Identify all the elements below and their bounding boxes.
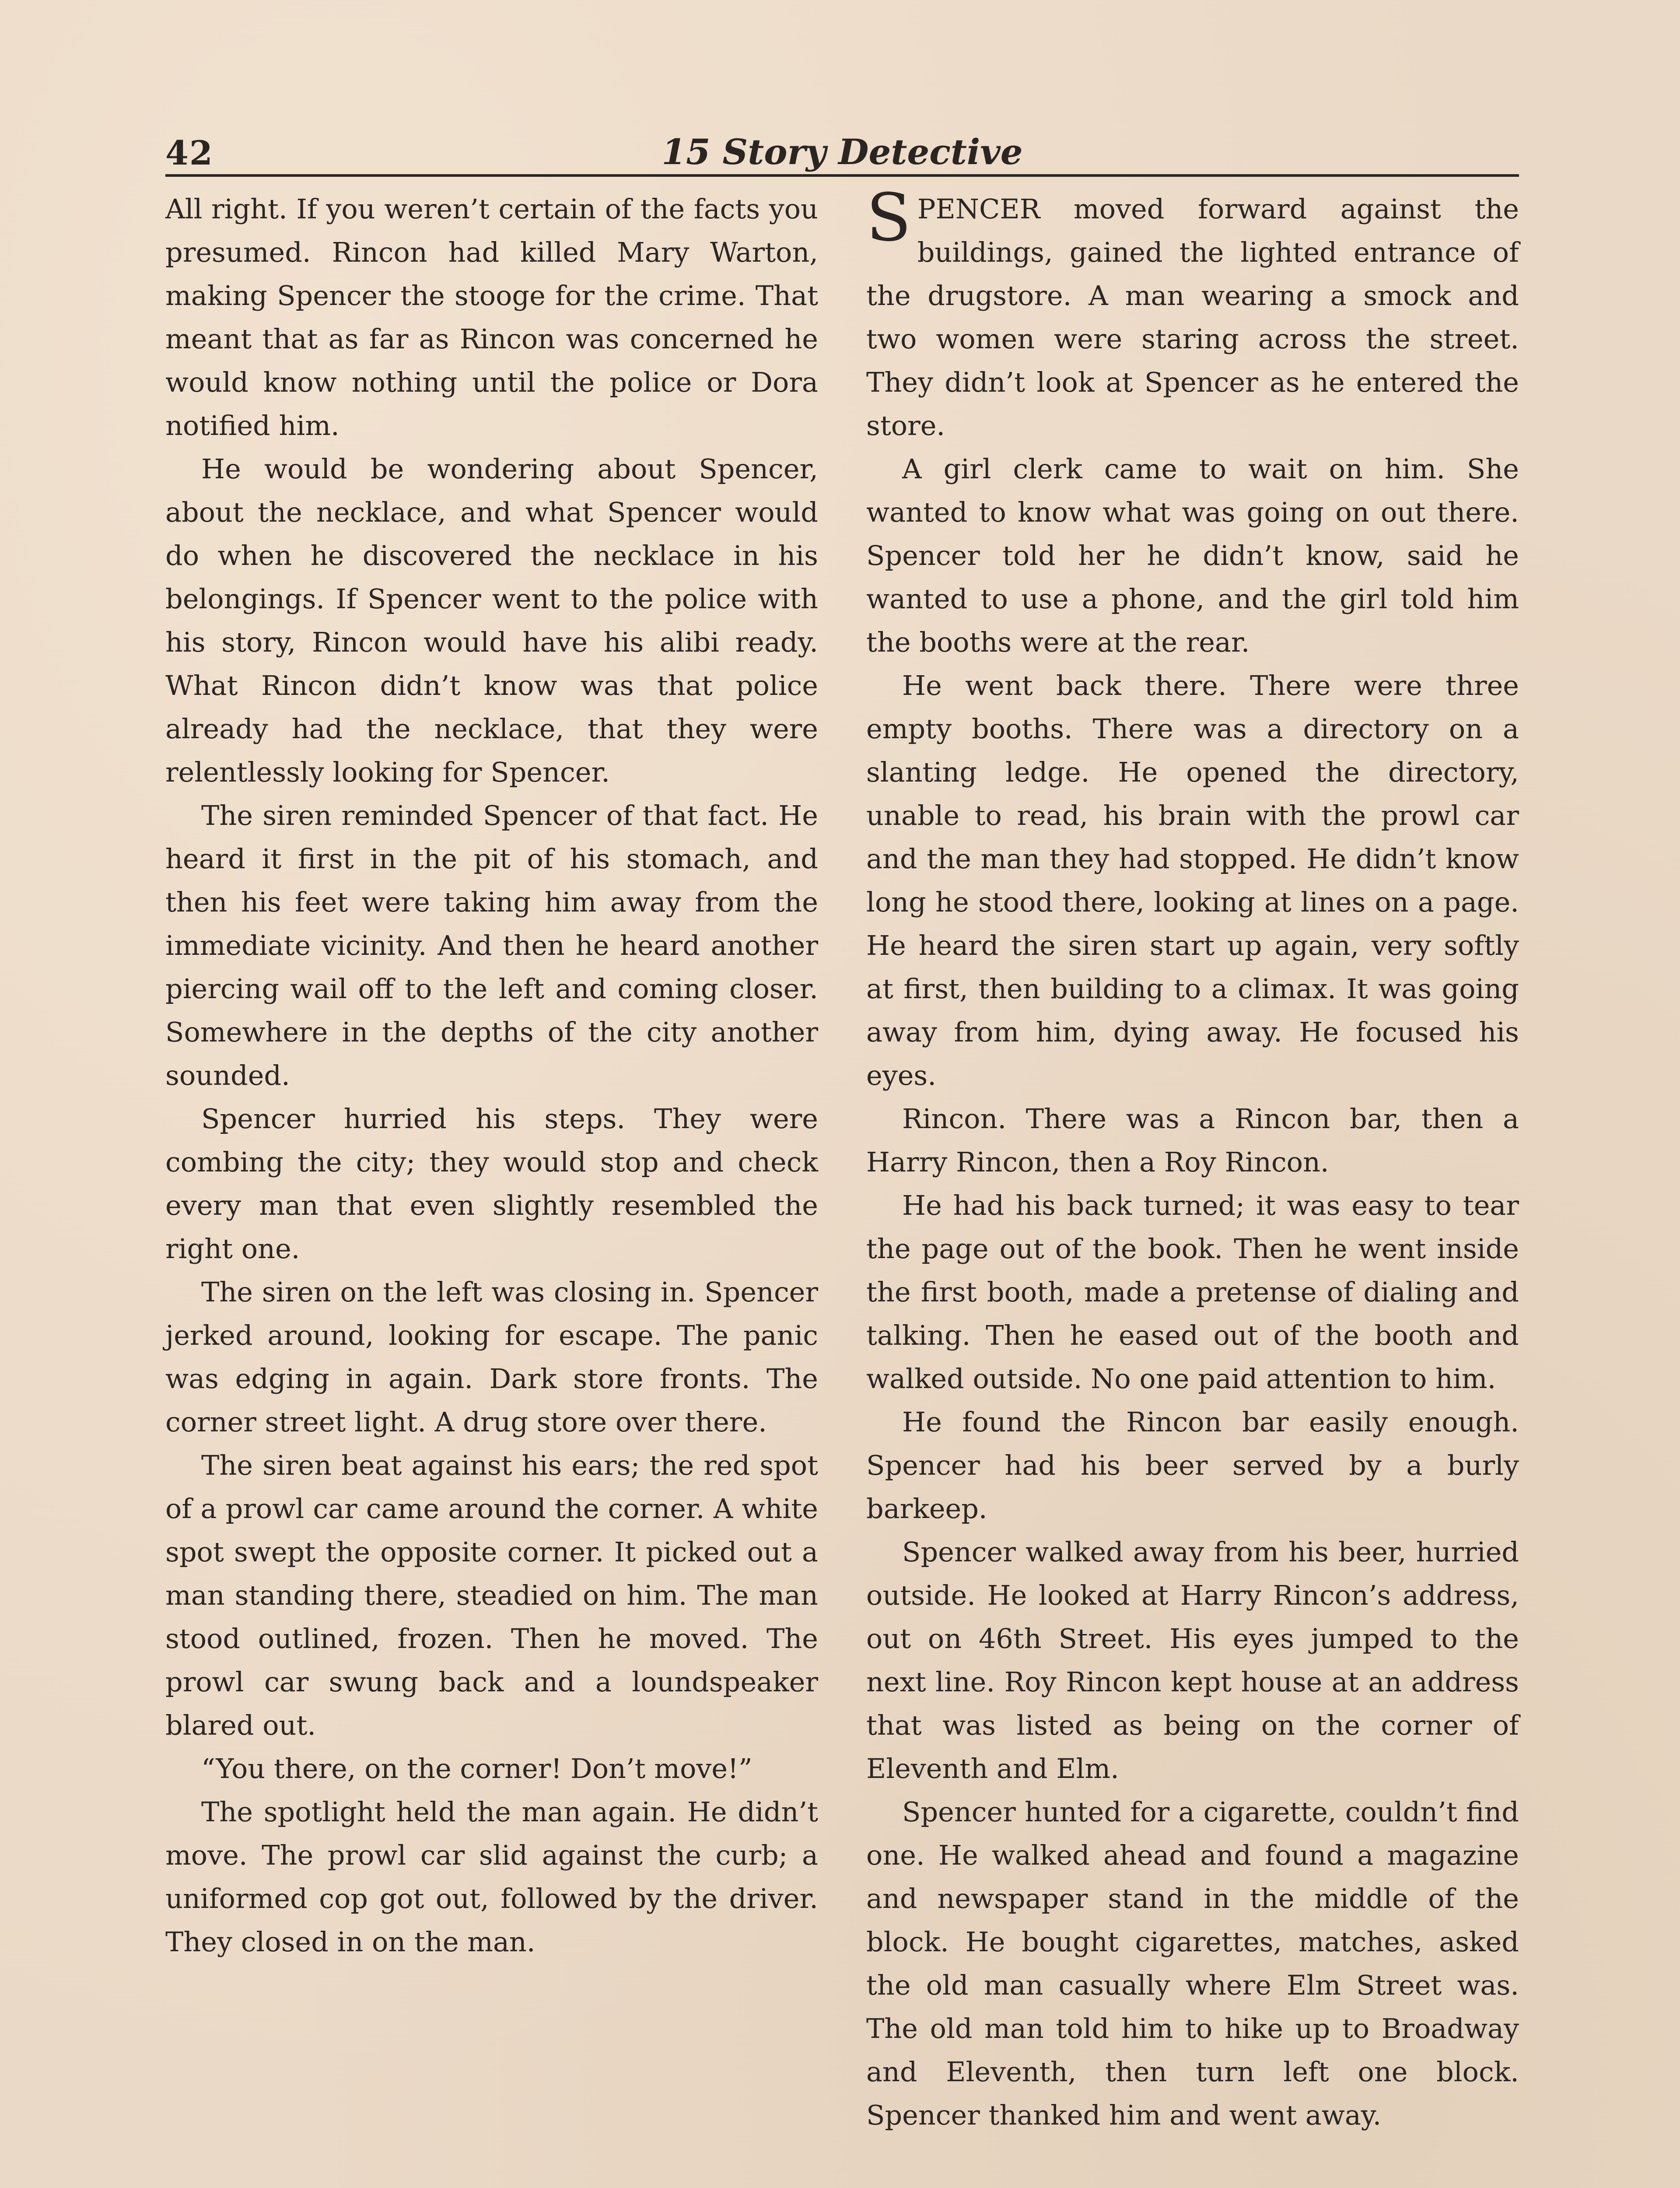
paragraph: He went back there. There were three empty booths. There was a directory on a slanting ledge. He opened the directory, unable to read, his brain with the prowl car and the man they had stopped. He didn’t know long he stood there, looking at lines on a page. He heard the siren start up again, very softly at first, then building to a climax. It was going away from him, dying away. He focused his eyes. <box>866 670 1519 1091</box>
opening-paragraph <box>866 180 1519 447</box>
paragraph: The siren beat against his ears; the red spot of a prowl car came around the corner. A white spot swept the opposite corner. It picked out a man standing there, steadied on him. The man stood outlined, frozen. Then he moved. The prowl car swung back and a loundspeaker blared out. <box>165 1449 818 1741</box>
page-number: 42 <box>165 133 214 172</box>
text-columns <box>165 180 1519 2137</box>
paragraph: He would be wondering about Spencer, about the necklace, and what Spencer would do when he discovered the necklace in his belongings. If Spencer went to the police with his story, Rincon would have his alibi ready. What Rincon didn’t know was that police already had the necklace, that they were relentlessly looking for Spencer. <box>165 453 818 788</box>
left-column <box>165 187 818 2137</box>
paragraph: Spencer walked away from his beer, hurried outside. He looked at Harry Rincon’s address, out on 46th Street. His eyes jumped to the next line. Roy Rincon kept house at an address that was listed as being on the corner of Eleventh and Elm. <box>866 1536 1519 1785</box>
paragraph: The siren reminded Spencer of that fact. He heard it first in the pit of his stomach, and then his feet were taking him away from the immediate vicinity. And then he heard another piercing wail off to the left and coming closer. Somewhere in the depths of the city another sounded. <box>165 799 818 1091</box>
paragraph: The siren on the left was closing in. Spencer jerked around, looking for escape. The panic was edging in again. Dark store fronts. The corner street light. A drug store over there. <box>165 1276 818 1438</box>
paragraph: Spencer hurried his steps. They were combing the city; they would stop and check every man that even slightly resembled the right one. <box>165 1103 818 1265</box>
drop-cap: S <box>866 180 911 256</box>
paragraph: The spotlight held the man again. He didn’t move. The prowl car slid against the curb; a uniformed cop got out, followed by the driver. They closed in on the man. <box>165 1796 818 1958</box>
paragraph: He had his back turned; it was easy to tear the page out of the book. Then he went inside the first booth, made a pretense of dialing and talking. Then he eased out of the booth and walked outside. No one paid attention to him. <box>866 1189 1519 1395</box>
paragraph: A girl clerk came to wait on him. She wanted to know what was going on out there. Spencer told her he didn’t know, said he wanted to use a phone, and the girl told him the booths were at the rear. <box>866 453 1519 658</box>
running-head <box>165 127 1519 177</box>
paragraph: “You there, on the corner! Don’t move!” <box>201 1753 752 1785</box>
magazine-page <box>165 127 1519 2188</box>
paragraph: Rincon. There was a Rincon bar, then a Harry Rincon, then a Roy Rincon. <box>866 1103 1519 1178</box>
paragraph: Spencer hunted for a cigarette, couldn’t find one. He walked ahead and found a magazine and newspaper stand in the middle of the block. He bought cigarettes, matches, asked the old man casually where Elm Street was. The old man told him to hike up to Broadway and Eleventh, then turn left one block. Spencer thanked him and went away. <box>866 1796 1519 2131</box>
magazine-title: 15 Story Detective <box>662 131 1023 172</box>
opening-paragraph-text: PENCER moved forward against the buildings, gained the lighted entrance of the drugstore. A man wearing a smock and two women were staring across the street. They didn’t look at Spencer as he entered the store. <box>866 193 1519 442</box>
paragraph: All right. If you weren’t certain of the facts you presumed. Rincon had killed Mary Warton, making Spencer the stooge for the crime. That meant that as far as Rincon was concerned he would know nothing until the police or Dora notified him. <box>165 193 818 442</box>
right-column <box>866 180 1519 2137</box>
paragraph: He found the Rincon bar easily enough. Spencer had his beer served by a burly barkeep. <box>866 1406 1519 1525</box>
